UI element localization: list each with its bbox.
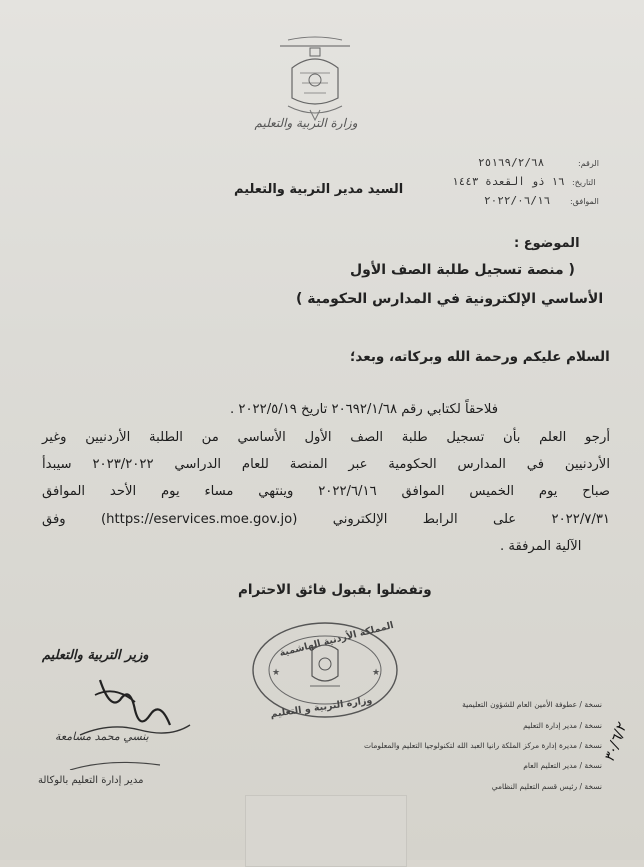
signatory-subtitle: مدير إدارة التعليم بالوكالة <box>38 775 144 786</box>
subject-label: الموضوع : <box>514 236 580 251</box>
body-line-4: صباح يوم الخميس الموافق ٢٠٢٢/٦/١٦ وينتهي مساء يوم الأحد الموافق <box>42 484 610 499</box>
handwritten-note: ٣٠/٦/٢ <box>601 721 631 765</box>
subject-line-1: ( منصة تسجيل طلبة الصف الأول <box>350 262 575 278</box>
cc-line-3: نسخة / مديرة إدارة مركز الملكة رانيا العبد الله لتكنولوجيا التعليم والمعلومات <box>363 741 602 750</box>
body-line-6: الآلية المرفقة . <box>500 539 582 554</box>
greeting: السلام عليكم ورحمة الله وبركاته، وبعد؛ <box>350 349 610 365</box>
date-value: ١٦ ذو القعدة ١٤٤٣ <box>452 175 565 188</box>
subject-line-2: الأساسي الإلكترونية في المدارس الحكومية ) <box>296 291 604 307</box>
svg-text:★: ★ <box>372 668 381 678</box>
ref-value: ٢٥١٦٩/٢/٦٨ <box>478 156 545 169</box>
corresp-value: ٢٠٢٢/٠٦/١٦ <box>484 194 551 207</box>
cc-line-2: نسخة / مدير إدارة التعليم <box>523 721 602 730</box>
signatory-name: بنسي محمد مسامعة <box>55 730 149 743</box>
cc-line-5: نسخة / رئيس قسم التعليم النظامي <box>491 782 602 791</box>
body-line-3: الأردنيين في المدارس الحكومية عبر المنصة للعام الدراسي ٢٠٢٣/٢٠٢٢ سيبدأ <box>42 457 610 472</box>
corresp-label: الموافق: <box>570 197 599 206</box>
stamp-inner-text: وزارة التربية و التعليم <box>269 694 373 721</box>
signature-icon <box>40 640 210 770</box>
cc-line-4: نسخة / مدير التعليم العام <box>523 761 602 770</box>
svg-text:★: ★ <box>272 668 281 678</box>
ministry-header: وزارة التربية والتعليم <box>254 116 358 130</box>
body-line-2: أرجو العلم بأن تسجيل طلبة الصف الأول الأساسي من الطلبة الأردنيين وغير <box>42 430 610 445</box>
ref-label: الرقم: <box>578 159 599 168</box>
cc-line-1: نسخة / عطوفة الأمين العام للشؤون التعليمية <box>462 700 602 709</box>
faded-stamp-box <box>245 795 407 867</box>
date-label: التاريخ: <box>572 178 596 187</box>
signatory-title: وزير التربية والتعليم <box>42 648 149 663</box>
body-line-5: ٢٠٢٢/٧/٣١ على الرابط الإلكتروني (https://eservices.moe.gov.jo) وفق <box>42 512 610 527</box>
recipient: السيد مدير التربية والتعليم <box>234 182 404 197</box>
stamp-outer-text: المملكة الأردنية الهاشمية <box>278 619 395 660</box>
body-line-1: فلاحقاً لكتابي رقم ٢٠٦٩٢/١/٦٨ تاريخ ٢٠٢٢/٥/١٩ . <box>230 402 499 417</box>
closing: وتفضلوا بقبول فائق الاحترام <box>238 582 432 598</box>
